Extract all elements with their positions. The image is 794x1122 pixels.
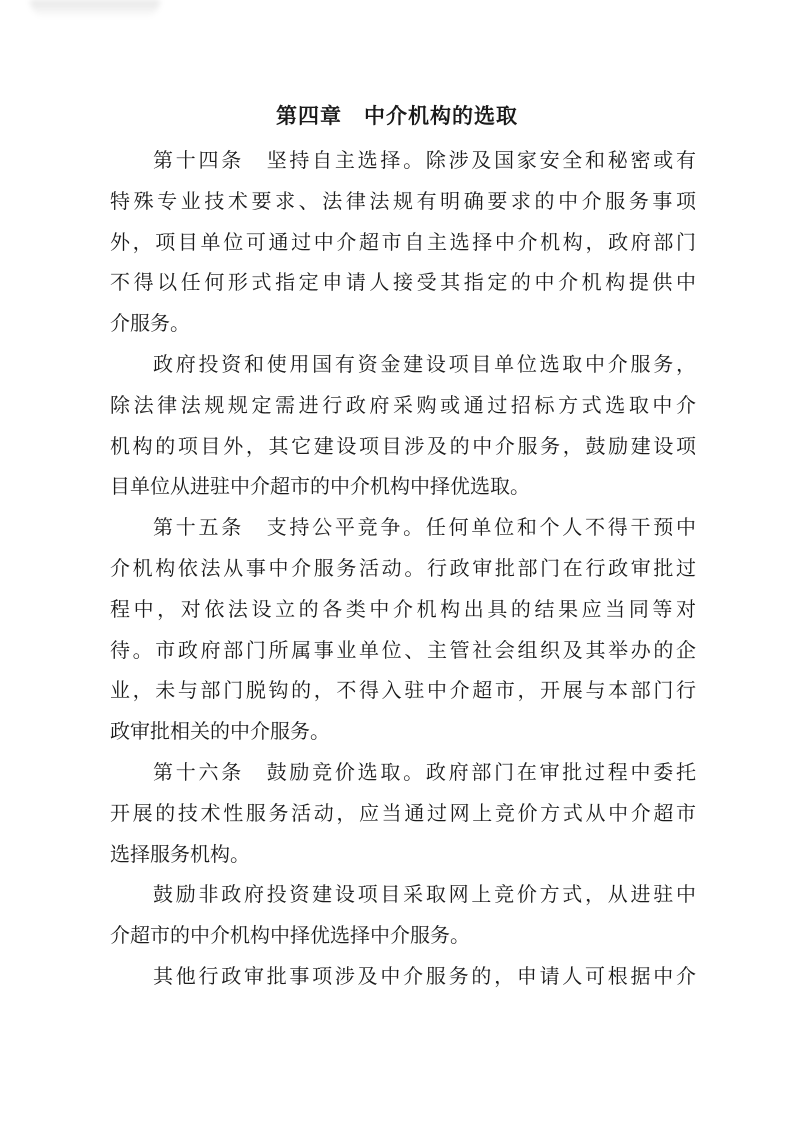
text-line: 其他行政审批事项涉及中介服务的，申请人可根据中介 bbox=[153, 963, 696, 988]
text-line: 选择服务机构。 bbox=[110, 841, 250, 866]
text-line: 外，项目单位可通过中介超市自主选择中介机构，政府部门 bbox=[110, 229, 696, 254]
text-line: 第十四条 坚持自主选择。除涉及国家安全和秘密或有 bbox=[153, 148, 696, 172]
text-line: 待。市政府部门所属事业单位、主管社会组织及其举办的企 bbox=[110, 637, 696, 662]
text-line: 政府投资和使用国有资金建设项目单位选取中介服务， bbox=[153, 351, 696, 376]
text-line: 第十五条 支持公平竞争。任何单位和个人不得干预中 bbox=[153, 515, 696, 540]
text-line: 目单位从进驻中介超市的中介机构中择优选取。 bbox=[110, 474, 530, 499]
text-line: 业，未与部门脱钩的，不得入驻中介超市，开展与本部门行 bbox=[110, 678, 696, 703]
text-line: 开展的技术性服务活动，应当通过网上竞价方式从中介超市 bbox=[110, 800, 696, 825]
text-line: 介超市的中介机构中择优选择中介服务。 bbox=[110, 923, 470, 948]
chapter-title: 第四章 中介机构的选取 bbox=[276, 104, 518, 128]
document-body bbox=[110, 140, 696, 997]
text-line: 机构的项目外，其它建设项目涉及的中介服务，鼓励建设项 bbox=[110, 433, 696, 458]
text-line: 介服务。 bbox=[110, 311, 190, 336]
text-line: 政审批相关的中介服务。 bbox=[110, 719, 330, 744]
text-line: 鼓励非政府投资建设项目采取网上竞价方式，从进驻中 bbox=[153, 882, 696, 907]
text-line: 程中，对依法设立的各类中介机构出具的结果应当同等对 bbox=[110, 596, 696, 621]
text-line: 介机构依法从事中介服务活动。行政审批部门在行政审批过 bbox=[110, 555, 696, 580]
scan-shadow bbox=[30, 0, 160, 18]
text-line: 不得以任何形式指定申请人接受其指定的中介机构提供中 bbox=[110, 270, 696, 295]
text-line: 除法律法规规定需进行政府采购或通过招标方式选取中介 bbox=[110, 392, 696, 417]
text-line: 特殊专业技术要求、法律法规有明确要求的中介服务事项 bbox=[110, 188, 696, 213]
text-line: 第十六条 鼓励竞价选取。政府部门在审批过程中委托 bbox=[153, 759, 696, 784]
